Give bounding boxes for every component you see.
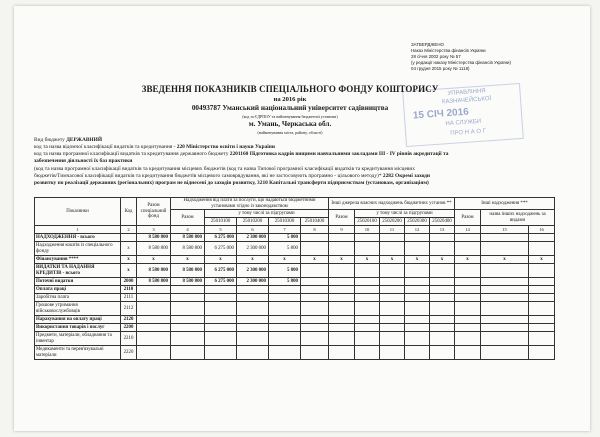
- row-cell: [269, 332, 301, 346]
- table-row: [35, 264, 555, 278]
- column-number: 6: [237, 226, 269, 234]
- row-cell: [481, 324, 529, 332]
- row-label: Надходження коштів із спеціального фонду: [35, 242, 121, 256]
- local-label-2: бюджетів/Тимчасової класифікації видатків та кредитування бюджетів місцевого самоврядування, які не застосовують програмно - цільового методу)*: [34, 173, 382, 179]
- row-cell: [237, 294, 269, 302]
- row-cell: [481, 286, 529, 294]
- row-cell: 6 275 000: [205, 264, 237, 278]
- table-row: [35, 278, 555, 286]
- row-cell: [430, 316, 455, 324]
- approval-block: [411, 42, 586, 72]
- budget-type-line: [34, 137, 574, 144]
- column-number: 5: [205, 226, 237, 234]
- row-cell: [171, 346, 205, 360]
- row-cell: 2 300 000: [237, 264, 269, 278]
- row-cell: [205, 286, 237, 294]
- row-cell: [301, 316, 329, 324]
- row-cell: [380, 324, 405, 332]
- row-cell: х: [137, 256, 171, 264]
- row-cell: [455, 324, 481, 332]
- row-cell: [237, 302, 269, 316]
- row-cell: [171, 324, 205, 332]
- dept-code-line: [34, 144, 574, 151]
- row-cell: [430, 278, 455, 286]
- row-cell: [329, 242, 355, 256]
- row-cell: 2 300 000: [237, 278, 269, 286]
- program-value-2: забезпечення діяльності їх баз практики: [34, 158, 133, 164]
- row-code: 2110: [121, 286, 137, 294]
- row-cell: [481, 234, 529, 242]
- row-cell: [455, 346, 481, 360]
- row-code: 2000: [121, 278, 137, 286]
- program-code-line-2: [34, 158, 574, 165]
- row-cell: [237, 346, 269, 360]
- row-cell: [301, 346, 329, 360]
- program-code-line: [34, 151, 574, 158]
- column-number: 2: [121, 226, 137, 234]
- row-cell: [269, 316, 301, 324]
- row-cell: [455, 286, 481, 294]
- row-cell: 6 275 000: [205, 278, 237, 286]
- row-cell: [380, 264, 405, 278]
- row-cell: х: [455, 256, 481, 264]
- row-cell: х: [237, 256, 269, 264]
- table-row: [35, 242, 555, 256]
- approval-heading: ЗАТВЕРДЖЕНО: [411, 42, 444, 47]
- row-cell: [380, 316, 405, 324]
- row-cell: [355, 242, 380, 256]
- column-number: 15: [481, 226, 529, 234]
- table-row: [35, 316, 555, 324]
- row-cell: [380, 234, 405, 242]
- row-cell: [355, 302, 380, 316]
- dept-label: код та назва відомчої класифікації видатків та кредитування -: [34, 144, 176, 150]
- row-cell: [137, 316, 171, 324]
- row-cell: [481, 242, 529, 256]
- row-cell: [481, 332, 529, 346]
- row-cell: [355, 324, 380, 332]
- row-cell: [430, 346, 455, 360]
- row-cell: [269, 286, 301, 294]
- row-cell: [455, 302, 481, 316]
- row-code: х: [121, 256, 137, 264]
- local-value: 2282 Окремі заходи: [382, 173, 430, 179]
- row-cell: 5 800: [269, 242, 301, 256]
- row-cell: [455, 332, 481, 346]
- column-number: 16: [529, 226, 555, 234]
- row-cell: [430, 332, 455, 346]
- row-cell: [430, 234, 455, 242]
- sub-code: 25020300: [405, 218, 430, 226]
- row-cell: [481, 346, 529, 360]
- row-cell: [481, 294, 529, 302]
- row-code: 2210: [121, 332, 137, 346]
- row-cell: [529, 332, 555, 346]
- row-cell: [329, 346, 355, 360]
- row-cell: [405, 332, 430, 346]
- stamp-date: 15 СІЧ 2016: [412, 106, 470, 122]
- row-cell: [405, 286, 430, 294]
- row-cell: [529, 324, 555, 332]
- table-row: [35, 234, 555, 242]
- row-cell: [205, 294, 237, 302]
- sub-code: 25010300: [269, 218, 301, 226]
- row-cell: [355, 234, 380, 242]
- row-cell: [237, 324, 269, 332]
- col-receipts-group: Надходження від плати за послуги, що надаються бюджетними установами згідно із законодавством: [171, 198, 329, 210]
- local-code-line-2: [34, 173, 574, 180]
- local-value-2: розвитку по реалізації державних (регіональних) програм не віднесені до заходів розвитку, 3210 Капітальні трансферти підприємствам (установам, організаціям): [34, 180, 429, 186]
- sub-code: 25020100: [355, 218, 380, 226]
- row-cell: [269, 346, 301, 360]
- row-cell: х: [481, 256, 529, 264]
- row-cell: [329, 324, 355, 332]
- approval-line: 04 грудня 2015 року № 1118): [411, 66, 470, 71]
- row-code: х: [121, 264, 137, 278]
- row-cell: [455, 316, 481, 324]
- row-cell: [430, 294, 455, 302]
- row-cell: [269, 302, 301, 316]
- table-row: [35, 332, 555, 346]
- row-cell: [529, 316, 555, 324]
- row-cell: [137, 286, 171, 294]
- column-number: 4: [171, 226, 205, 234]
- row-cell: [405, 234, 430, 242]
- row-cell: [329, 234, 355, 242]
- sub-code: 25010400: [301, 218, 329, 226]
- row-cell: [405, 316, 430, 324]
- row-cell: х: [529, 256, 555, 264]
- row-cell: [430, 242, 455, 256]
- local-code-line: [34, 166, 574, 173]
- row-cell: [205, 332, 237, 346]
- stamp-line: НА СЛУЖБИ: [445, 118, 482, 128]
- row-cell: [529, 294, 555, 302]
- row-cell: 5 800: [269, 264, 301, 278]
- row-cell: [430, 302, 455, 316]
- row-cell: 6 275 000: [205, 242, 237, 256]
- row-label: ВИДАТКИ ТА НАДАННЯ КРЕДИТІВ - всього: [35, 264, 121, 278]
- row-code: 2220: [121, 346, 137, 360]
- row-cell: х: [430, 256, 455, 264]
- row-cell: [455, 242, 481, 256]
- row-cell: [405, 324, 430, 332]
- row-cell: [380, 242, 405, 256]
- row-cell: 2 300 000: [237, 234, 269, 242]
- budget-label: Вид бюджету: [34, 137, 65, 143]
- row-cell: х: [405, 256, 430, 264]
- row-cell: [301, 294, 329, 302]
- row-cell: [237, 286, 269, 294]
- stamp-line: КАЗНАЧЕЙСЬКОЇ: [441, 95, 492, 106]
- row-cell: [529, 286, 555, 294]
- row-label: Використання товарів і послуг: [35, 324, 121, 332]
- col-other-total: Разом: [329, 210, 355, 226]
- col-indicators: Показники: [35, 198, 121, 226]
- row-label: Грошове утримання військовослужбовців: [35, 302, 121, 316]
- approval-line: Наказ Міністерства фінансів України: [411, 48, 486, 53]
- table-row: [35, 286, 555, 294]
- row-code: 2112: [121, 302, 137, 316]
- row-cell: 8 580 800: [171, 242, 205, 256]
- row-cell: [481, 316, 529, 324]
- row-cell: [529, 346, 555, 360]
- row-code: 2120: [121, 316, 137, 324]
- row-cell: 8 580 800: [137, 242, 171, 256]
- column-number: 10: [355, 226, 380, 234]
- row-cell: 5 800: [269, 278, 301, 286]
- row-cell: 2 300 000: [237, 242, 269, 256]
- row-code: х: [121, 242, 137, 256]
- row-cell: 8 580 800: [137, 278, 171, 286]
- table-row: [35, 294, 555, 302]
- sub-code: 25020400: [430, 218, 455, 226]
- row-code: [121, 234, 137, 242]
- table-body: [35, 234, 555, 360]
- row-cell: [430, 286, 455, 294]
- row-cell: [405, 264, 430, 278]
- row-cell: [237, 316, 269, 324]
- document-year: на 2016 рік: [273, 96, 307, 103]
- table-row: [35, 324, 555, 332]
- sub-code: 25010100: [205, 218, 237, 226]
- dept-value: 220 Міністерство освіти і науки України: [176, 144, 276, 150]
- row-cell: [355, 316, 380, 324]
- row-cell: х: [355, 256, 380, 264]
- row-cell: [205, 324, 237, 332]
- row-cell: [405, 278, 430, 286]
- row-cell: [301, 324, 329, 332]
- program-label: код та назва програмної класифікації видатків та кредитування державного бюджету: [34, 151, 229, 157]
- approval-line: 28 січня 2002 року № 57: [411, 54, 461, 59]
- row-cell: [481, 278, 529, 286]
- column-number: 14: [455, 226, 481, 234]
- row-cell: [329, 286, 355, 294]
- row-cell: [430, 264, 455, 278]
- row-cell: [380, 278, 405, 286]
- row-label: Нарахування на оплату праці: [35, 316, 121, 324]
- row-cell: [481, 264, 529, 278]
- row-cell: [329, 316, 355, 324]
- row-label: Заробітна плата: [35, 294, 121, 302]
- row-cell: [405, 294, 430, 302]
- row-cell: [355, 286, 380, 294]
- row-cell: [405, 242, 430, 256]
- column-number: 3: [137, 226, 171, 234]
- col-other-receipts-name: назва інших надходжень за видами: [481, 210, 555, 226]
- row-cell: [405, 346, 430, 360]
- row-label: Медикаменти та перев'язувальні матеріали: [35, 346, 121, 360]
- row-cell: [329, 278, 355, 286]
- row-cell: 6 275 000: [205, 234, 237, 242]
- column-number: 9: [329, 226, 355, 234]
- table-row: [35, 346, 555, 360]
- row-cell: [171, 294, 205, 302]
- row-cell: [171, 286, 205, 294]
- row-cell: [329, 302, 355, 316]
- row-cell: х: [380, 256, 405, 264]
- row-cell: [380, 346, 405, 360]
- program-value: 2201160 Підготовка кадрів вищими навчальними закладами ІІІ - IV рівнів акредитації та: [229, 151, 449, 157]
- table-row: [35, 256, 555, 264]
- row-cell: [455, 264, 481, 278]
- col-receipts-subgroups: у тому числі за підгрупами: [205, 210, 329, 218]
- row-cell: [355, 332, 380, 346]
- row-cell: [269, 294, 301, 302]
- location-caption: (найменування міста, району, області): [257, 130, 323, 135]
- row-cell: [529, 278, 555, 286]
- row-label: Поточні видатки: [35, 278, 121, 286]
- row-cell: [137, 302, 171, 316]
- row-cell: [380, 286, 405, 294]
- row-cell: [529, 234, 555, 242]
- row-cell: [355, 346, 380, 360]
- row-cell: [301, 286, 329, 294]
- row-cell: [205, 316, 237, 324]
- row-cell: [329, 332, 355, 346]
- row-cell: 8 580 800: [171, 264, 205, 278]
- row-label: Предмети, матеріали, обладнання та інвентар: [35, 332, 121, 346]
- col-code: Код: [121, 198, 137, 226]
- row-cell: [329, 264, 355, 278]
- row-cell: [301, 278, 329, 286]
- row-label: НАДХОДЖЕННЯ - всього: [35, 234, 121, 242]
- row-cell: [301, 242, 329, 256]
- row-cell: 8 580 800: [171, 234, 205, 242]
- column-number: 1: [35, 226, 121, 234]
- row-code: 2111: [121, 294, 137, 302]
- row-cell: [529, 302, 555, 316]
- row-cell: [529, 242, 555, 256]
- col-total-special: Разом спеціальний фонд: [137, 198, 171, 226]
- row-cell: 8 580 800: [137, 234, 171, 242]
- row-cell: [380, 332, 405, 346]
- row-cell: [405, 302, 430, 316]
- row-cell: [137, 332, 171, 346]
- row-label: Оплата праці: [35, 286, 121, 294]
- row-cell: [171, 302, 205, 316]
- row-cell: [529, 264, 555, 278]
- row-cell: [455, 294, 481, 302]
- row-cell: [455, 278, 481, 286]
- row-cell: [430, 324, 455, 332]
- sub-code: 25020200: [380, 218, 405, 226]
- col-other-subgroups: у тому числі за підгрупами: [355, 210, 455, 218]
- row-cell: [269, 324, 301, 332]
- document-title: ЗВЕДЕННЯ ПОКАЗНИКІВ СПЕЦІАЛЬНОГО ФОНДУ КОШТОРИСУ: [141, 84, 439, 94]
- row-cell: [355, 278, 380, 286]
- row-cell: [171, 316, 205, 324]
- col-other-group: Інші джерела власних надходжень бюджетних установ **: [329, 198, 455, 210]
- column-number: 12: [405, 226, 430, 234]
- row-cell: [301, 332, 329, 346]
- row-cell: [205, 302, 237, 316]
- row-cell: [301, 264, 329, 278]
- row-cell: х: [329, 256, 355, 264]
- row-cell: [171, 332, 205, 346]
- row-label: Фінансування ****: [35, 256, 121, 264]
- col-other-receipts-total: Разом: [455, 210, 481, 226]
- row-cell: [137, 346, 171, 360]
- row-cell: 8 580 800: [137, 264, 171, 278]
- row-cell: х: [269, 256, 301, 264]
- row-cell: [205, 346, 237, 360]
- column-number-row: [35, 226, 555, 234]
- column-number: 11: [380, 226, 405, 234]
- approval-line: (у редакції наказу Міністерства фінансів України): [411, 60, 511, 65]
- local-code-line-3: [34, 180, 574, 187]
- institution-name: 00493787 Уманський національний університет садівництва: [191, 104, 389, 112]
- row-cell: [355, 294, 380, 302]
- row-cell: [237, 332, 269, 346]
- column-number: 13: [430, 226, 455, 234]
- row-code: 2200: [121, 324, 137, 332]
- row-cell: [329, 294, 355, 302]
- row-cell: х: [171, 256, 205, 264]
- row-cell: [137, 324, 171, 332]
- col-other-receipts: Інші надходження ***: [455, 198, 555, 210]
- row-cell: [301, 234, 329, 242]
- row-cell: х: [205, 256, 237, 264]
- column-number: 7: [269, 226, 301, 234]
- row-cell: 5 800: [269, 234, 301, 242]
- row-cell: [301, 302, 329, 316]
- stamp-line: ПРО Н А О Г: [450, 128, 487, 137]
- special-fund-table: [34, 197, 555, 360]
- sub-code: 25010200: [237, 218, 269, 226]
- location-name: м. Умань, Черкаська обл.: [248, 120, 332, 128]
- row-cell: [355, 264, 380, 278]
- col-receipts-total: Разом: [171, 210, 205, 226]
- table-row: [35, 302, 555, 316]
- local-label: (код та назва програмної класифікації видатків та кредитування місцевих бюджетів (код та назва Типової програмної класифікації видатків та кредитування місцевих: [34, 166, 415, 172]
- row-cell: [481, 302, 529, 316]
- row-cell: 8 580 800: [171, 278, 205, 286]
- institution-caption: (код за ЄДРПОУ та найменування бюджетної установи): [242, 114, 338, 119]
- row-cell: [455, 234, 481, 242]
- row-cell: х: [301, 256, 329, 264]
- column-number: 8: [301, 226, 329, 234]
- budget-value: ДЕРЖАВНИЙ: [66, 137, 103, 143]
- row-cell: [137, 294, 171, 302]
- stamp-line: УПРАВЛІННЯ: [447, 88, 486, 98]
- row-cell: [380, 294, 405, 302]
- row-cell: [380, 302, 405, 316]
